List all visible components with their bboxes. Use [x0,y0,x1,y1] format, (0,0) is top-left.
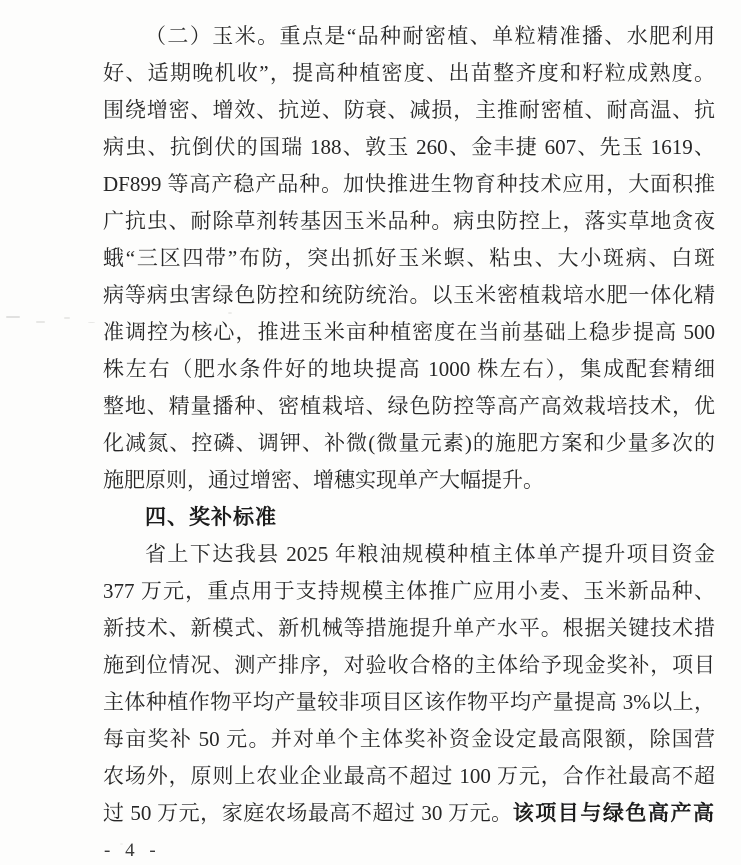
text-line [103,277,715,314]
scan-noise-speck [36,321,45,323]
text-line [103,573,715,610]
text-line [103,18,715,55]
body-text-segment: 整地、精量播种、密植栽培、绿色防控等高产高效栽培技术，优 [103,394,715,418]
body-text-segment: 蛾“三区四带”布防，突出抓好玉米螟、粘虫、大小斑病、白斑 [103,246,715,270]
body-text-segment: 主体种植作物平均产量较非项目区该作物平均产量提高 3%以上， [103,690,715,714]
text-line [103,203,715,240]
scan-noise-speck [88,322,95,323]
body-text-segment: 过 50 万元，家庭农场最高不超过 30 万元。 [103,801,513,825]
text-line [103,129,715,166]
text-line [103,462,715,499]
body-text-segment: 株左右（肥水条件好的地块提高 1000 株左右），集成配套精细 [103,357,715,381]
body-text-segment: 好、适期晚机收”，提高种植密度、出苗整齐度和籽粒成熟度。 [103,61,715,85]
body-text-segment: （二）玉米。重点是“品种耐密植、单粒精准播、水肥利用 [145,24,715,48]
document-body [103,18,715,832]
body-text-segment: DF899 等高产稳产品种。加快推进生物育种技术应用，大面积推 [103,172,715,196]
body-text-segment: 准调控为核心，推进玉米亩种植密度在当前基础上稳步提高 500 [103,320,715,344]
scan-noise-speck [64,317,70,319]
page-number: - 4 - [104,840,158,861]
text-line [103,388,715,425]
body-text-segment: 病虫、抗倒伏的国瑞 188、敦玉 260、金丰捷 607、先玉 1619、 [103,135,715,159]
body-text-segment: 病等病虫害绿色防控和统防统治。以玉米密植栽培水肥一体化精 [103,283,715,307]
body-text-segment: 省上下达我县 2025 年粮油规模种植主体单产提升项目资金 [145,542,715,566]
body-text-segment: 围绕增密、增效、抗逆、防衰、减损，主推耐密植、耐高温、抗 [103,98,715,122]
text-line [103,684,715,721]
text-line [103,92,715,129]
text-line [103,240,715,277]
text-line [103,721,715,758]
text-line [103,647,715,684]
bold-text-segment: 四、奖补标准 [145,506,277,529]
text-line [103,795,715,832]
bold-text-segment: 该项目与绿色高产高 [512,802,716,825]
text-line [103,610,715,647]
text-line [103,351,715,388]
body-text-segment: 广抗虫、耐除草剂转基因玉米品种。病虫防控上，落实草地贪夜 [103,209,715,233]
text-line [103,758,715,795]
body-text-segment: 新技术、新模式、新机械等措施提升单产水平。根据关键技术措 [103,616,715,640]
body-text-segment: 每亩奖补 50 元。并对单个主体奖补资金设定最高限额，除国营 [103,727,715,751]
text-line [103,425,715,462]
body-text-segment: 农场外，原则上农业企业最高不超过 100 万元，合作社最高不超 [103,764,715,788]
body-text-segment: 377 万元，重点用于支持规模主体推广应用小麦、玉米新品种、 [103,579,715,603]
text-line [103,499,715,536]
body-text-segment: 施到位情况、测产排序，对验收合格的主体给予现金奖补，项目 [103,653,715,677]
text-line [103,55,715,92]
text-line [103,166,715,203]
scan-noise-speck [6,316,20,318]
text-line [103,314,715,351]
text-line [103,536,715,573]
body-text-segment: 化减氮、控磷、调钾、补微(微量元素)的施肥方案和少量多次的 [103,431,715,455]
body-text-segment: 施肥原则，通过增密、增穗实现单产大幅提升。 [103,468,544,492]
